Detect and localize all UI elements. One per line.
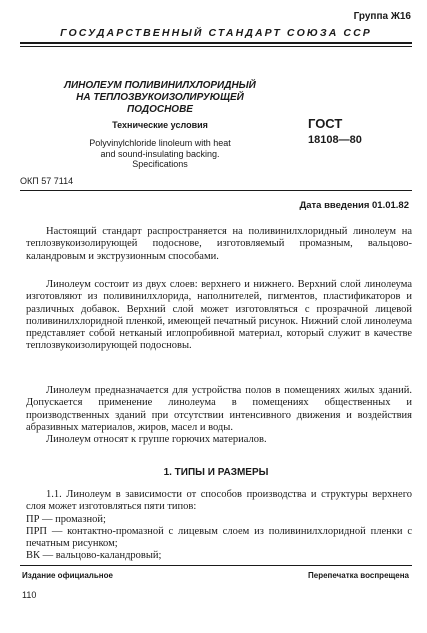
english-title-line: Specifications <box>132 159 188 169</box>
english-title-line: and sound-insulating backing. <box>100 148 220 159</box>
title-line: ПОДОСНОВЕ <box>127 104 193 115</box>
document-subtitle: Технические условия <box>112 120 208 130</box>
gost-number: 18108—80 <box>308 134 362 146</box>
gost-label: ГОСТ <box>308 116 343 131</box>
english-title-line: Polyvinylchloride linoleum with heat <box>89 138 231 148</box>
clause-text: 1.1. Линолеум в зависимости от способов производства и структуры верхнего слоя может изготовляться пяти типов: <box>26 489 412 513</box>
title-line: ЛИНОЛЕУМ ПОЛИВИНИЛХЛОРИДНЫЙ <box>64 80 256 91</box>
paragraph-text: Настоящий стандарт распространяется на поливинилхлоридный линолеум на теплозвукоизолирующей подоснове, изготовляемый промазным, вальцово-каландровым и экструзионным способами. <box>26 226 412 262</box>
top-rule-thin <box>20 46 412 47</box>
section-body <box>26 489 412 563</box>
organization-heading: ГОСУДАРСТВЕННЫЙ СТАНДАРТ СОЮЗА ССР <box>60 27 372 39</box>
top-rule <box>20 42 412 44</box>
type-item: ПРП — контактно-промазной с лицевым слоем из поливинилхлоридной пленки с печатным рисунком; <box>26 525 412 550</box>
paragraph-text: Линолеум относят к группе горючих материалов. <box>46 434 267 445</box>
okp-code: ОКП 57 7114 <box>20 176 74 186</box>
official-edition-note: Издание официальное <box>22 571 113 580</box>
paragraph <box>26 434 412 446</box>
paragraph-text: Линолеум предназначается для устройства полов в помещениях жилых зданий. Допускается применение линолеума в помещениях общественных и производственных зданий при отсутствии интенсивного движения и воздействия абразивных материалов, жиров, масел и воды. <box>26 385 412 433</box>
paragraph <box>26 279 412 353</box>
group-code: Группа Ж16 <box>353 11 411 22</box>
document-title <box>40 80 280 116</box>
title-line: НА ТЕПЛОЗВУКОИЗОЛИРУЮЩЕЙ <box>76 92 244 103</box>
introduction-date: Дата введения 01.01.82 <box>299 200 409 211</box>
paragraph <box>26 226 412 263</box>
paragraph <box>26 385 412 434</box>
divider <box>20 190 412 191</box>
type-item: ВК — вальцово-каландровый; <box>26 550 162 562</box>
paragraph-text: Линолеум состоит из двух слоев: верхнего и нижнего. Верхний слой линолеума изготовляют из поливинилхлорида, наполнителей, пигментов, пластификаторов и различных добавок. Верхний слой может изготовляться с прозрачной лицевой поливинилхлоридной пленкой, имеющей печатный рисунок. Нижний слой линолеума представляет собой нетканый иглопробивной материал, который служит в качестве теплозвукоизолирующей подосновы. <box>26 279 412 352</box>
page-number: 110 <box>22 590 37 600</box>
section-heading: 1. ТИПЫ И РАЗМЕРЫ <box>163 467 269 478</box>
reprint-prohibited-note: Перепечатка воспрещена <box>308 571 409 580</box>
type-item: ПР — промазной; <box>26 513 106 525</box>
bottom-rule <box>20 565 412 566</box>
english-title <box>40 138 280 170</box>
